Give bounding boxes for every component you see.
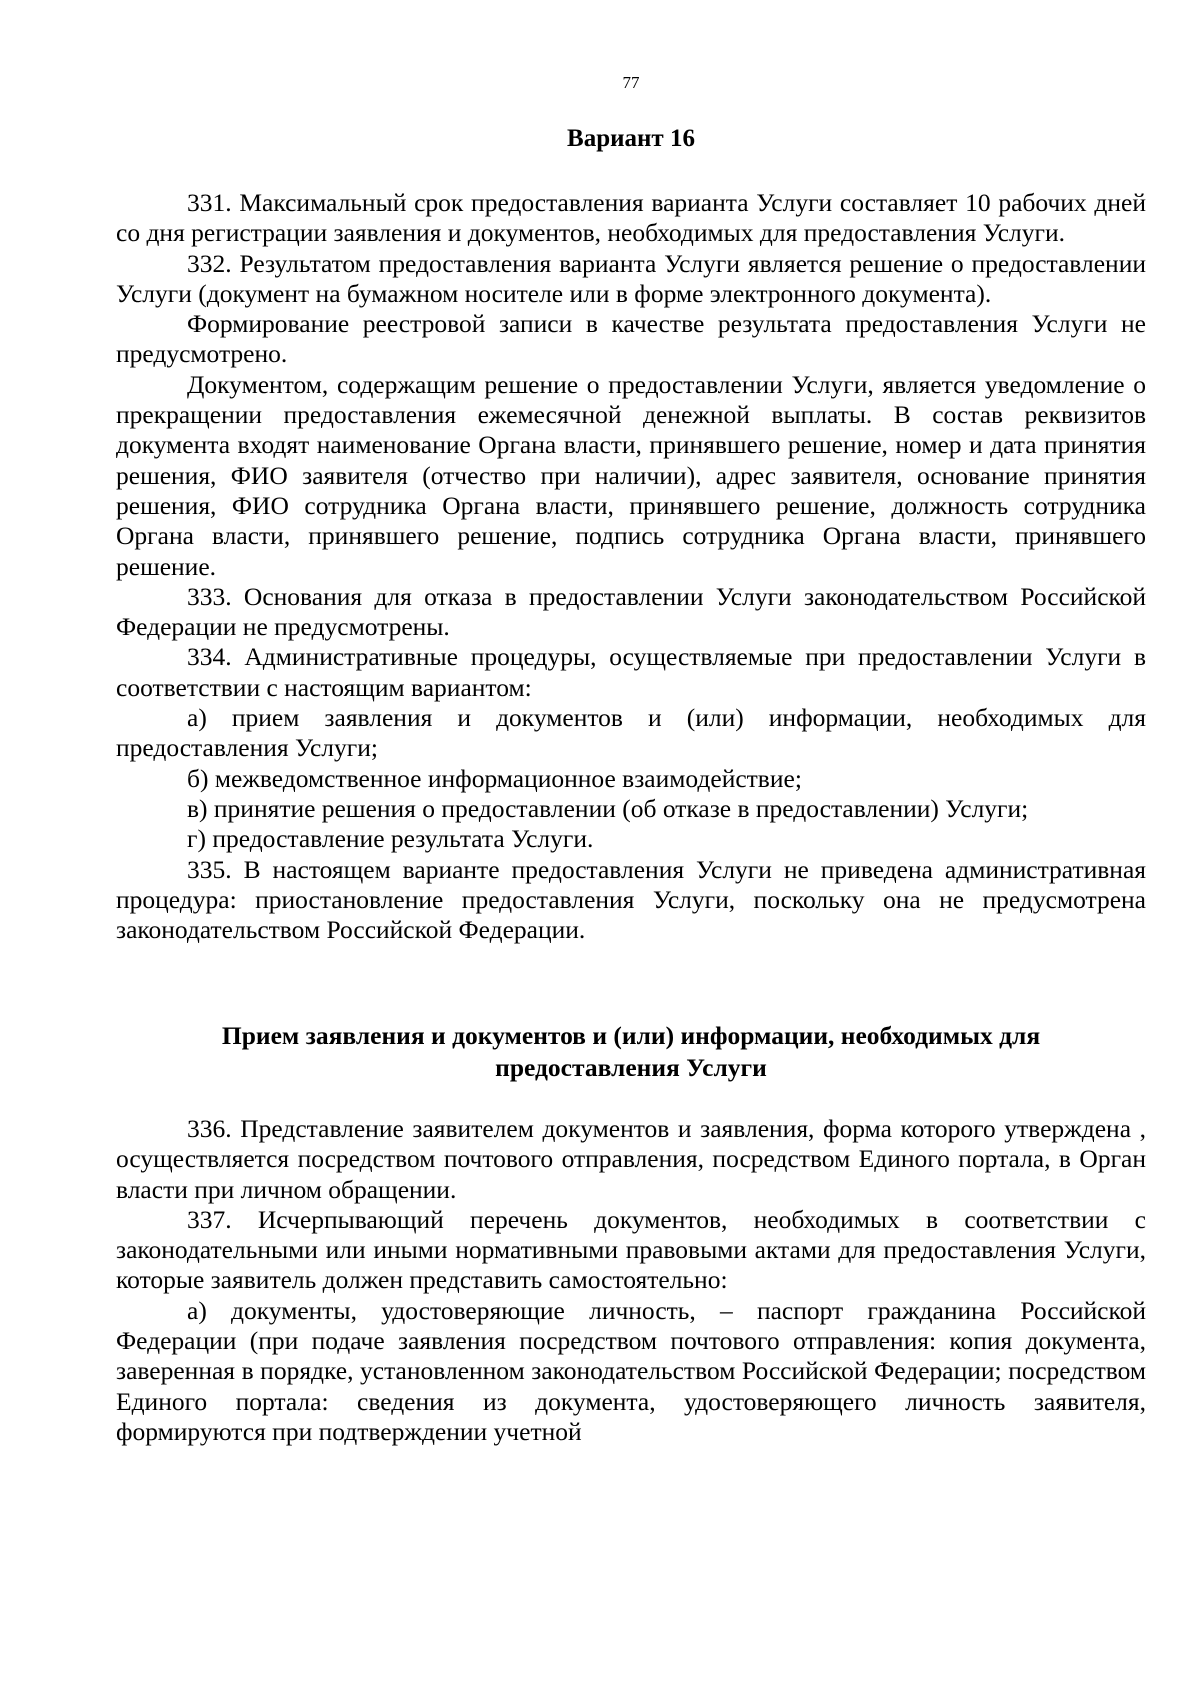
paragraph-331: 331. Максимальный срок предоставления варианта Услуги составляет 10 рабочих дней со дня регистрации заявления и документов, необходимых для предоставления Услуги. <box>116 188 1146 248</box>
list-item-b: б) межведомственное информационное взаимодействие; <box>187 763 802 793</box>
variant-title: Вариант 16 <box>567 125 695 152</box>
paragraph-335: 335. В настоящем варианте предоставления Услуги не приведена административная процедура: приостановление предоставления Услуги, поскольку она не предусмотрена законодательством Российской Федерации. <box>116 854 1146 945</box>
list-item-a: а) прием заявления и документов и (или) информации, необходимых для предоставления Услуги; <box>116 703 1146 763</box>
bottom-text-block <box>116 1114 1146 1447</box>
list-item-v: в) принятие решения о предоставлении (об отказе в предоставлении) Услуги; <box>187 793 1029 823</box>
list-item-a-documents: а) документы, удостоверяющие личность, – паспорт гражданина Российской Федерации (при подаче заявления посредством почтового отправления: копия документа, заверенная в порядке, установленном законодательством Российской Федерации; посредством Единого портала: сведения из документа, удостоверяющего личность заявителя, формируются при подтверждении учетной <box>116 1295 1146 1446</box>
paragraph-registry-record: Формирование реестровой записи в качестве результата предоставления Услуги не предусмотрено. <box>116 309 1146 369</box>
paragraph-334: 334. Административные процедуры, осуществляемые при предоставлении Услуги в соответствии с настоящим вариантом: <box>116 642 1146 702</box>
list-item-g: г) предоставление результата Услуги. <box>187 824 594 854</box>
section-heading <box>116 1020 1146 1084</box>
page-number: 77 <box>622 73 640 92</box>
section-heading-line-2: предоставления Услуги <box>495 1053 767 1082</box>
top-text-block <box>116 188 1146 945</box>
paragraph-332: 332. Результатом предоставления варианта Услуги является решение о предоставлении Услуги (документ на бумажном носителе или в форме электронного документа). <box>116 248 1146 308</box>
section-heading-line-1: Прием заявления и документов и (или) информации, необходимых для <box>221 1021 1041 1050</box>
paragraph-333: 333. Основания для отказа в предоставлении Услуги законодательством Российской Федерации не предусмотрены. <box>116 581 1146 642</box>
paragraph-337: 337. Исчерпывающий перечень документов, необходимых в соответствии с законодательными или иными нормативными правовыми актами для предоставления Услуги, которые заявитель должен представить самостоятельно: <box>116 1204 1146 1295</box>
paragraph-336: 336. Представление заявителем документов и заявления, форма которого утверждена , осуществляется посредством почтового отправления, посредством Единого портала, в Орган власти при личном обращении. <box>116 1114 1146 1204</box>
paragraph-decision-document: Документом, содержащим решение о предоставлении Услуги, является уведомление о прекращении предоставления ежемесячной денежной выплаты. В состав реквизитов документа входят наименование Органа власти, принявшего решение, номер и дата принятия решения, ФИО заявителя (отчество при наличии), адрес заявителя, основание принятия решения, ФИО сотрудника Органа власти, принявшего решение, должность сотрудника Органа власти, принявшего решение, подпись сотрудника Органа власти, принявшего решение. <box>116 369 1146 581</box>
